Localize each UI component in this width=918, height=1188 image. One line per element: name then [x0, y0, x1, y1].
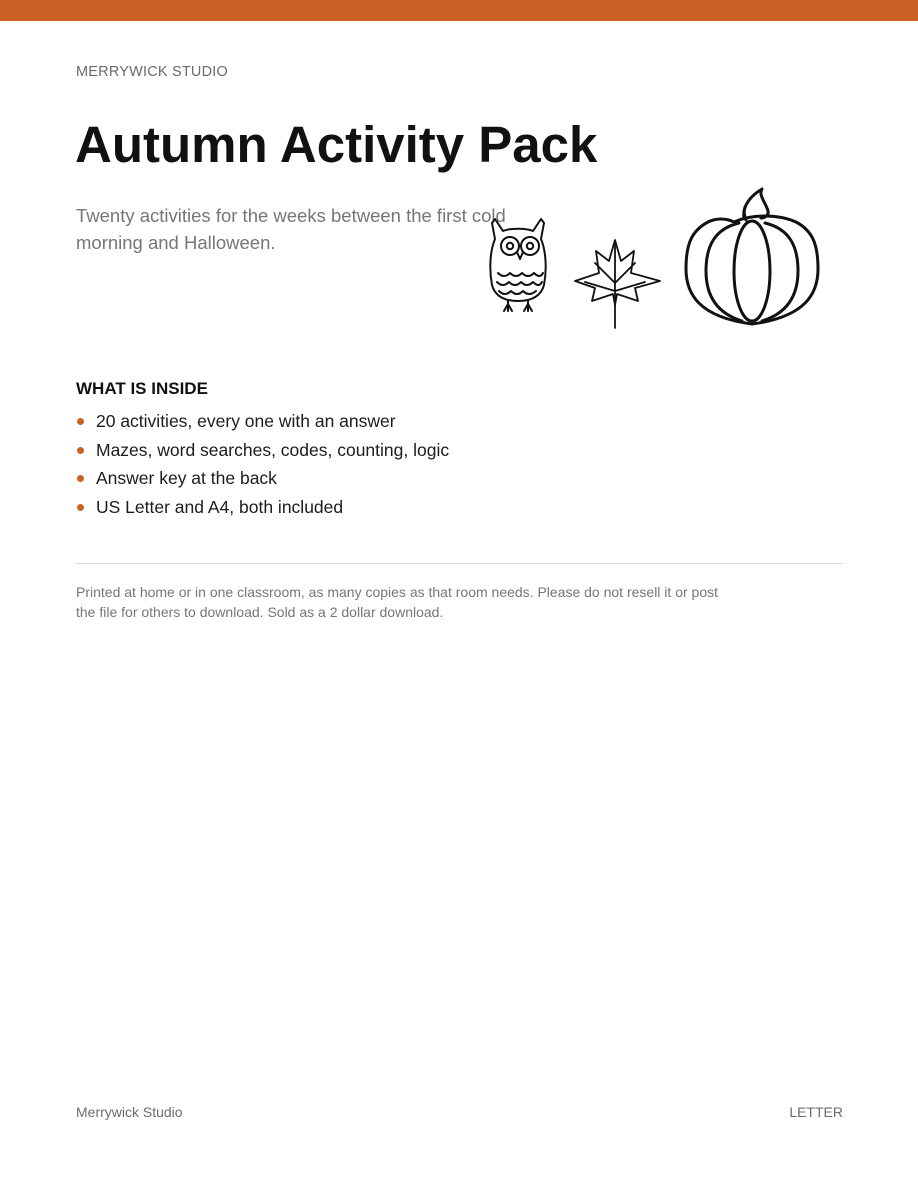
footer-studio-name: Merrywick Studio — [76, 1104, 183, 1120]
footer-paper-size: LETTER — [789, 1104, 843, 1120]
page-subtitle: Twenty activities for the weeks between the first cold morning and Halloween. — [76, 205, 506, 253]
list-item-text: US Letter and A4, both included — [96, 497, 344, 518]
header-accent-bar — [0, 0, 918, 21]
page-title: Autumn Activity Pack — [75, 116, 598, 173]
list-item — [76, 407, 449, 436]
autumn-illustrations — [480, 183, 825, 333]
maple-leaf-icon — [575, 240, 660, 328]
bullet-icon — [77, 504, 84, 511]
list-item — [76, 436, 449, 465]
section-divider — [76, 563, 843, 564]
license-text: Printed at home or in one classroom, as many copies as that room needs. Please do not resell it or post the file for others to download. Sold as a 2 dollar download. — [76, 584, 718, 620]
list-item — [76, 464, 449, 493]
list-item-text: Answer key at the back — [96, 468, 277, 489]
contents-list — [76, 407, 449, 522]
pumpkin-icon — [686, 189, 818, 324]
list-item-text: Mazes, word searches, codes, counting, logic — [96, 439, 450, 460]
owl-icon — [490, 219, 545, 311]
studio-label: MERRYWICK STUDIO — [76, 64, 228, 80]
bullet-icon — [77, 418, 84, 425]
bullet-icon — [77, 475, 84, 482]
list-item-text: 20 activities, every one with an answer — [96, 411, 396, 431]
contents-heading: WHAT IS INSIDE — [76, 379, 208, 398]
list-item — [76, 493, 449, 522]
bullet-icon — [77, 447, 84, 454]
